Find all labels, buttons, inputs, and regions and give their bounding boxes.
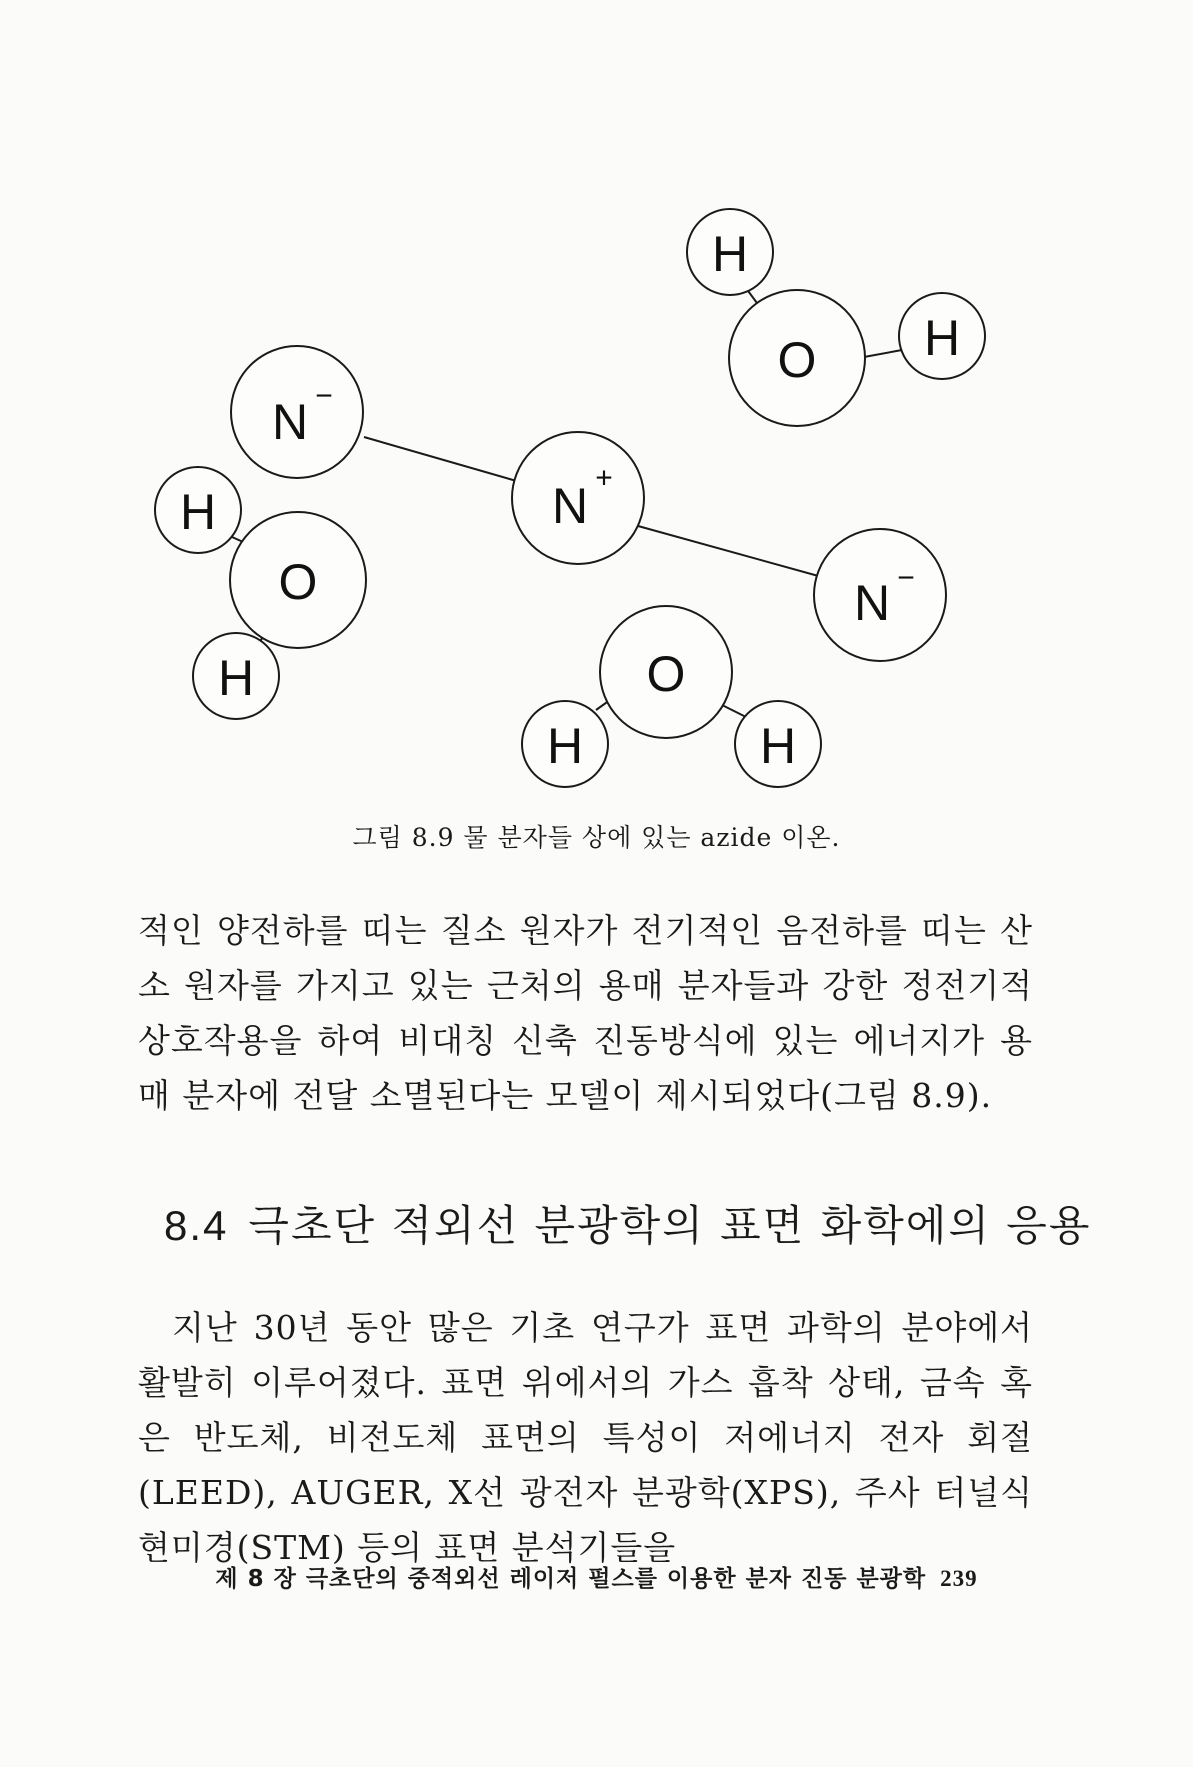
hydrogen-atom [193, 633, 279, 719]
oxygen-atom [230, 512, 366, 648]
svg-text:H: H [546, 718, 584, 774]
svg-text:N: N [853, 575, 891, 631]
bond-n-plus-n-minus [638, 526, 822, 577]
svg-text:H: H [711, 226, 749, 282]
oxygen-atom [600, 606, 732, 738]
svg-text:O: O [278, 554, 318, 610]
hydrogen-atom [735, 701, 821, 787]
nitrogen-minus-atom-right [814, 529, 946, 661]
hydrogen-atom [522, 701, 608, 787]
page-number: 239 [940, 1566, 978, 1591]
svg-text:−: − [897, 561, 915, 595]
svg-text:O: O [646, 646, 686, 702]
hydrogen-atom [687, 209, 773, 295]
figure-caption: 그림 8.9 물 분자들 상에 있는 azide 이온. [352, 823, 841, 852]
hydrogen-atom [155, 467, 241, 553]
nitrogen-minus-atom-left [231, 346, 363, 478]
svg-text:N: N [551, 478, 589, 534]
svg-text:+: + [595, 461, 613, 495]
running-title: 제 8 장 극초단의 중적외선 레이저 펄스를 이용한 분자 진동 분광학 [215, 1566, 927, 1592]
svg-text:H: H [179, 484, 217, 540]
svg-text:−: − [315, 379, 333, 413]
nitrogen-plus-atom-center [512, 432, 644, 564]
body-paragraph: 적인 양전하를 띠는 질소 원자가 전기적인 음전하를 띠는 산소 원자를 가지고 있는 근처의 용매 분자들과 강한 정전기적 상호작용을 하여 비대칭 신축 진동방식에 있는 에너지가 용매 분자에 전달 소멸된다는 모델이 제시되었다(그림 8.9). [138, 911, 1033, 1115]
bond-n-minus-n-plus [364, 437, 520, 482]
section-title: 극초단 적외선 분광학의 표면 화학에의 응용 [248, 1201, 1092, 1250]
azide-water-figure [0, 0, 1193, 800]
body-paragraph: 지난 30년 동안 많은 기초 연구가 표면 과학의 분야에서 활발히 이루어졌다. 표면 위에서의 가스 흡착 상태, 금속 혹은 반도체, 비전도체 표면의 특성이 저에너지 전자 회절(LEED), AUGER, X선 광전자 분광학(XPS), 주사 터널식 현미경(STM) 등의 표면 분석기들을 [138, 1308, 1033, 1567]
page-footer [0, 1560, 1193, 1593]
bond-o-h-top-side [864, 350, 902, 357]
section-number: 8.4 [164, 1202, 229, 1249]
svg-text:H: H [759, 718, 797, 774]
section-heading [164, 1193, 1091, 1253]
hydrogen-atom [899, 293, 985, 379]
svg-text:H: H [923, 310, 961, 366]
oxygen-atom [729, 290, 865, 426]
svg-text:O: O [777, 332, 817, 388]
svg-text:H: H [217, 650, 255, 706]
svg-text:N: N [271, 394, 309, 450]
